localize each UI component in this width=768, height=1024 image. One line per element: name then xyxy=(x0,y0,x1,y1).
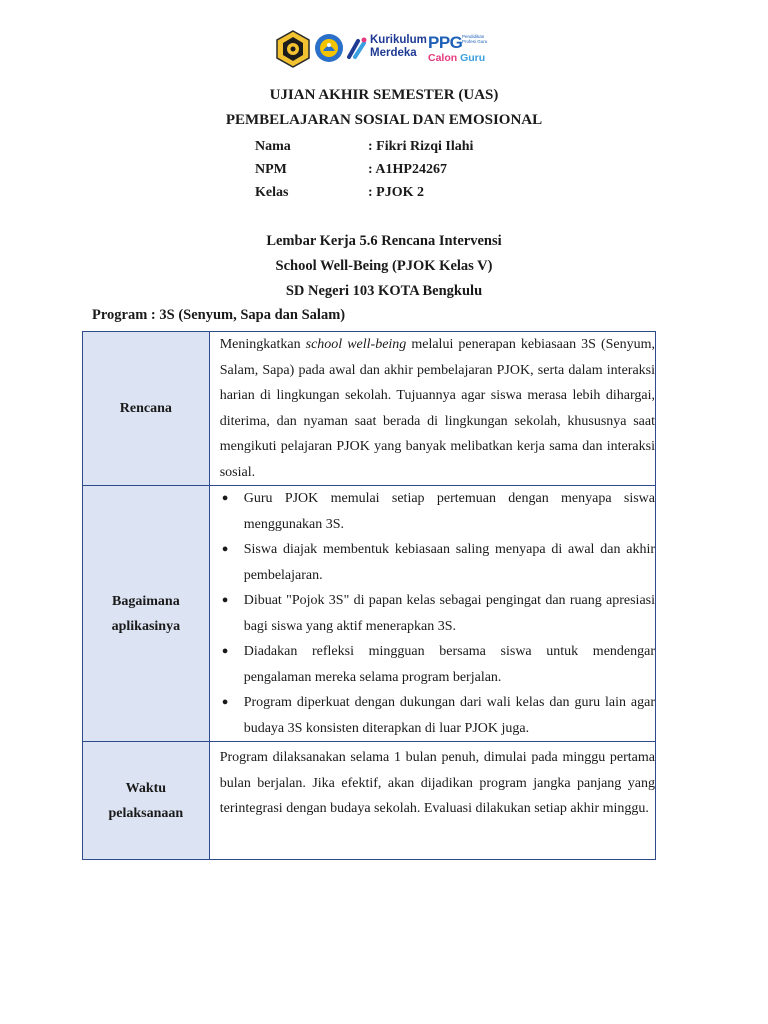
worksheet-title: Lembar Kerja 5.6 Rencana Intervensi xyxy=(266,233,502,249)
aplikasi-list-cell xyxy=(209,486,655,742)
ppg-logo-subtext: Pendidikan Profesi Guru xyxy=(462,34,488,44)
rencana-label: Rencana xyxy=(83,332,210,486)
npm-label: NPM xyxy=(255,162,287,177)
kurikulum-merdeka-logo-text: Kurikulum Merdeka xyxy=(370,34,427,59)
page-subtitle: PEMBELAJARAN SOSIAL DAN EMOSIONAL xyxy=(225,112,543,128)
list-item: ● Siswa diajak membentuk kebiasaan saling menyapa di awal dan akhir pembelajaran. xyxy=(220,537,655,588)
kelas-label: Kelas xyxy=(255,185,289,200)
aplikasi-label: Bagaimana aplikasinya xyxy=(83,486,210,742)
kurikulum-merdeka-mark-icon xyxy=(346,37,368,61)
info-row-nama xyxy=(255,137,473,160)
npm-value: : A1HP24267 xyxy=(368,162,447,177)
info-row-kelas xyxy=(255,183,473,206)
waktu-text: Program dilaksanakan selama 1 bulan penuh, dimulai pada minggu pertama bulan berjalan. Jika efektif, akan dijadikan program jangka panjang yang terintegrasi dengan budaya sekolah. Evaluasi dilakukan setiap akhir minggu. xyxy=(209,742,655,860)
table-row-waktu xyxy=(83,742,656,860)
program-title: Program : 3S (Senyum, Sapa dan Salam) xyxy=(92,307,346,323)
university-emblem-icon xyxy=(276,30,310,68)
tut-wuri-handayani-icon xyxy=(314,33,344,63)
ppg-logo-text: PPG xyxy=(428,33,463,52)
list-item: ● Dibuat "Pojok 3S" di papan kelas sebagai pengingat dan ruang apresiasi bagi siswa yang aktif menerapkan 3S. xyxy=(220,588,655,639)
calon-guru-logo-text: Calon Guru xyxy=(428,52,486,64)
worksheet-topic: School Well-Being (PJOK Kelas V) xyxy=(275,258,493,274)
rencana-text: Meningkatkan school well-being melalui penerapan kebiasaan 3S (Senyum, Salam, Sapa) pada awal dan akhir pembelajaran PJOK, serta dalam interaksi harian di lingkungan sekolah. Tujuannya agar siswa merasa lebih dihargai, diterima, dan nyaman saat berada di lingkungan sekolah, khususnya saat mengikuti pelajaran PJOK yang banyak melibatkan kerja sama dan interaksi sosial. xyxy=(209,332,655,486)
intervention-table xyxy=(82,331,656,860)
table-row-aplikasi xyxy=(83,486,656,742)
nama-value: : Fikri Rizqi Ilahi xyxy=(368,139,474,154)
nama-label: Nama xyxy=(255,139,291,154)
list-item: ● Diadakan refleksi mingguan bersama siswa untuk mendengar pengalaman mereka selama program berjalan. xyxy=(220,639,655,690)
worksheet-school: SD Negeri 103 KOTA Bengkulu xyxy=(285,283,483,299)
student-info xyxy=(255,137,473,206)
waktu-label: Waktu pelaksanaan xyxy=(83,742,210,860)
kelas-value: : PJOK 2 xyxy=(368,185,424,200)
page-title: UJIAN AKHIR SEMESTER (UAS) xyxy=(269,87,499,103)
table-row-rencana xyxy=(83,332,656,486)
header-logos xyxy=(276,27,516,71)
list-item: ● Program diperkuat dengan dukungan dari wali kelas dan guru lain agar budaya 3S konsisten diterapkan di luar PJOK juga. xyxy=(220,690,655,741)
info-row-npm xyxy=(255,160,473,183)
list-item: ● Guru PJOK memulai setiap pertemuan dengan menyapa siswa menggunakan 3S. xyxy=(220,486,655,537)
aplikasi-list xyxy=(220,486,655,741)
